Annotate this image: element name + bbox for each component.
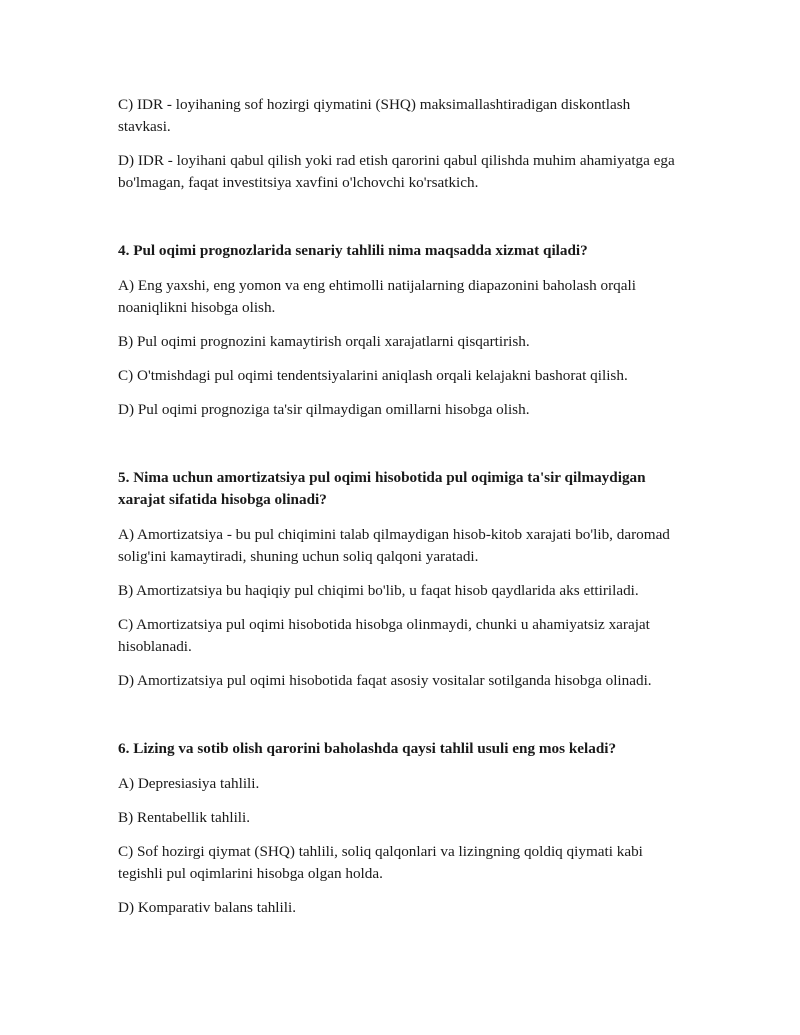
question-text: 5. Nima uchun amortizatsiya pul oqimi hisobotida pul oqimiga ta'sir qilmaydigan xarajat sifatida hisobga olinadi?	[118, 469, 646, 508]
answer-option-d: D) IDR - loyihani qabul qilish yoki rad etish qarorini qabul qilishda muhim ahamiyatga ega bo'lmagan, faqat investitsiya xavfini o'lchovchi ko'rsatkich.	[118, 152, 675, 191]
answer-option-a: A) Eng yaxshi, eng yomon va eng ehtimolli natijalarning diapazonini baholash orqali noaniqlikni hisobga olish.	[118, 277, 636, 316]
answer-option-c: C) Sof hozirgi qiymat (SHQ) tahlili, soliq qalqonlari va lizingning qoldiq qiymati kabi tegishli pul oqimlarini hisobga olgan holda.	[118, 843, 643, 882]
question-3-continued	[118, 94, 678, 194]
question-text: 6. Lizing va sotib olish qarorini baholashda qaysi tahlil usuli eng mos keladi?	[118, 740, 617, 757]
question-6	[118, 738, 678, 919]
answer-option-b: B) Amortizatsiya bu haqiqiy pul chiqimi bo'lib, u faqat hisob qaydlarida aks ettiriladi.	[118, 582, 639, 599]
answer-option-c: C) IDR - loyihaning sof hozirgi qiymatini (SHQ) maksimallashtiradigan diskontlash stavkasi.	[118, 96, 631, 135]
answer-option-d: D) Amortizatsiya pul oqimi hisobotida faqat asosiy vositalar sotilganda hisobga olinadi.	[118, 672, 652, 689]
answer-option-b: B) Rentabellik tahlili.	[118, 809, 251, 826]
document-page	[118, 94, 678, 931]
question-5	[118, 467, 678, 692]
answer-option-c: C) O'tmishdagi pul oqimi tendentsiyalarini aniqlash orqali kelajakni bashorat qilish.	[118, 367, 628, 384]
answer-option-c: C) Amortizatsiya pul oqimi hisobotida hisobga olinmaydi, chunki u ahamiyatsiz xarajat hisoblanadi.	[118, 616, 650, 655]
question-text: 4. Pul oqimi prognozlarida senariy tahlili nima maqsadda xizmat qiladi?	[118, 242, 588, 259]
question-4	[118, 240, 678, 421]
answer-option-d: D) Pul oqimi prognoziga ta'sir qilmaydigan omillarni hisobga olish.	[118, 401, 530, 418]
answer-option-a: A) Amortizatsiya - bu pul chiqimini talab qilmaydigan hisob-kitob xarajati bo'lib, daromad solig'ini kamaytiradi, shuning uchun soliq qalqoni yaratadi.	[118, 526, 670, 565]
answer-option-a: A) Depresiasiya tahlili.	[118, 775, 260, 792]
answer-option-b: B) Pul oqimi prognozini kamaytirish orqali xarajatlarni qisqartirish.	[118, 333, 530, 350]
answer-option-d: D) Komparativ balans tahlili.	[118, 899, 296, 916]
